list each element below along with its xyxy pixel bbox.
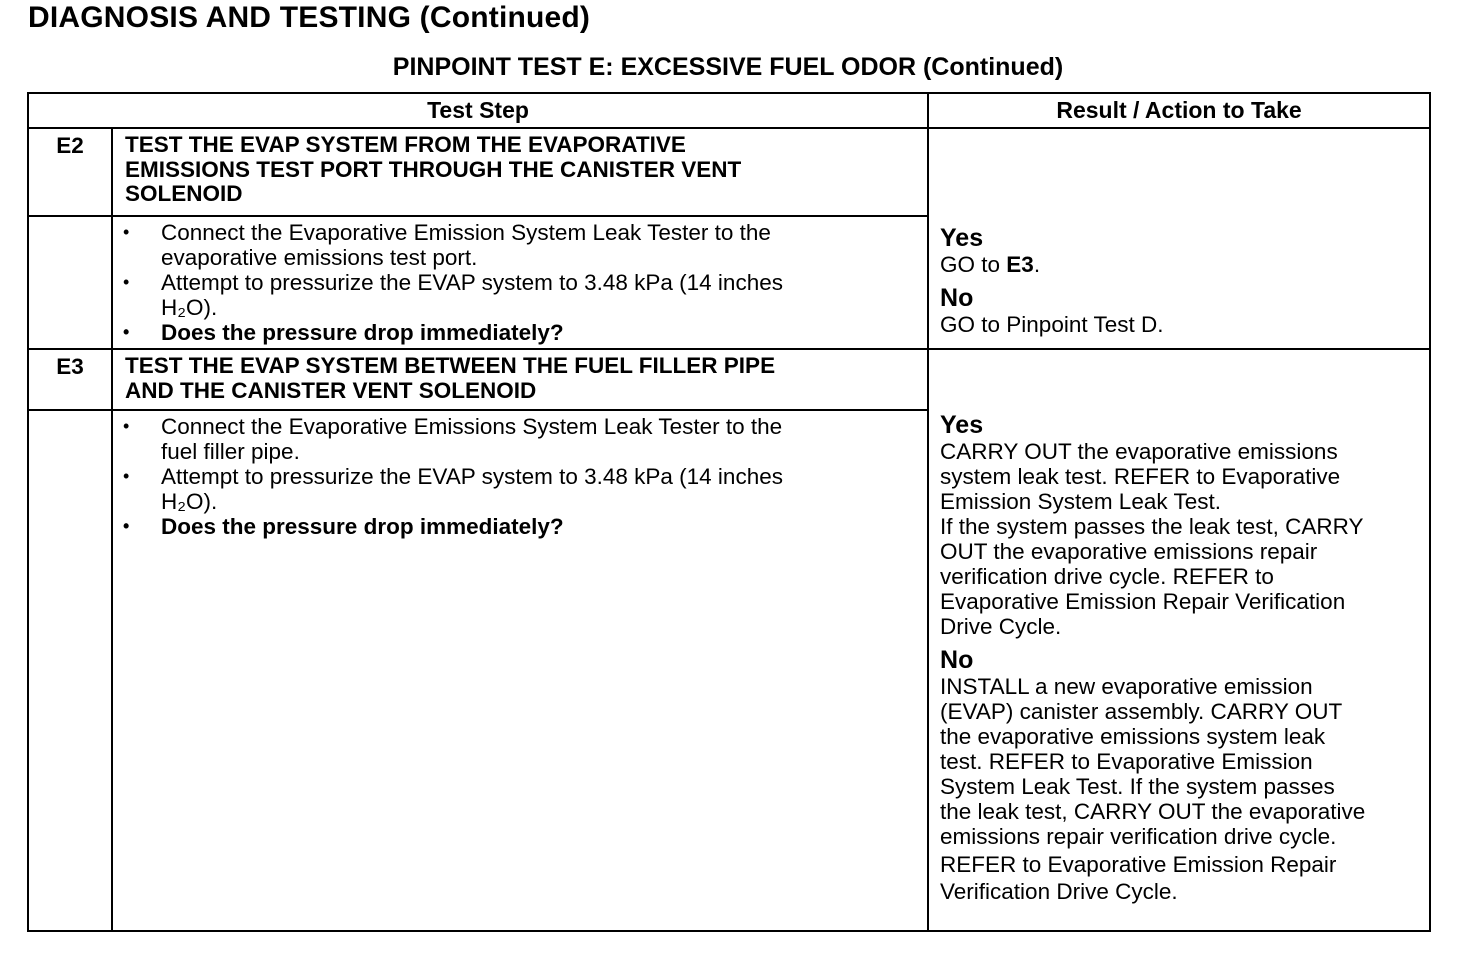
yes-label-e2: Yes [940, 224, 984, 252]
no-action-e2: GO to Pinpoint Test D. [940, 312, 1164, 337]
action-line: CARRY OUT the evaporative emissions [940, 439, 1338, 464]
step-instructions-e3 [113, 411, 927, 541]
yes-action-suffix: . [1033, 252, 1041, 277]
step-body-e3 [112, 410, 928, 931]
bullet-icon: • [123, 272, 130, 292]
pinpoint-test-table [27, 92, 1431, 932]
action-line: Drive Cycle. [940, 614, 1062, 639]
step-id-e3: E3 [28, 349, 112, 410]
instruction-item [123, 414, 917, 464]
question-text: Does the pressure drop immediately? [161, 514, 564, 539]
action-line: Evaporative Emission Repair Verification [940, 589, 1346, 614]
instruction-line: Attempt to pressurize the EVAP system to 3.48 kPa (14 inches [161, 270, 783, 295]
action-line: System Leak Test. If the system passes [940, 774, 1335, 799]
question-text: Does the pressure drop immediately? [161, 320, 564, 345]
step-id-e2: E2 [28, 128, 112, 216]
no-action-e3 [940, 674, 1425, 904]
instruction-line: Attempt to pressurize the EVAP system to 3.48 kPa (14 inches [161, 464, 783, 489]
action-line: Emission System Leak Test. [940, 489, 1221, 514]
result-cell-e2 [928, 128, 1430, 349]
instruction-line: H₂O). [161, 295, 218, 320]
action-line: If the system passes the leak test, CARRY [940, 514, 1364, 539]
step-title-row-e3 [28, 349, 1430, 410]
step-title-line: AND THE CANISTER VENT SOLENOID [125, 377, 537, 403]
step-id-spacer [28, 410, 112, 931]
column-header-test-step: Test Step [28, 93, 928, 128]
step-body-e2 [112, 216, 928, 349]
action-line: Verification Drive Cycle. [940, 879, 1178, 904]
instruction-question [123, 514, 917, 539]
no-label-e3: No [940, 646, 974, 674]
instruction-line: Connect the Evaporative Emission System Leak Tester to the [161, 220, 771, 245]
bullet-icon: • [123, 222, 130, 242]
action-line: REFER to Evaporative Emission Repair [940, 852, 1337, 877]
instruction-line: Connect the Evaporative Emissions System Leak Tester to the [161, 414, 783, 439]
step-title-line: EMISSIONS TEST PORT THROUGH THE CANISTER VENT [125, 156, 742, 182]
step-title-e2 [112, 128, 928, 216]
yes-action-e2 [940, 252, 1425, 277]
instruction-line: H₂O). [161, 489, 218, 514]
instruction-question [123, 320, 917, 345]
action-line: system leak test. REFER to Evaporative [940, 464, 1341, 489]
step-title-line: SOLENOID [125, 181, 243, 206]
action-line: OUT the evaporative emissions repair [940, 539, 1318, 564]
step-title-line: TEST THE EVAP SYSTEM FROM THE EVAPORATIVE [125, 132, 686, 157]
yes-action-prefix: GO to [940, 252, 1007, 277]
column-header-result: Result / Action to Take [928, 93, 1430, 128]
step-instructions-e2 [113, 217, 927, 347]
bullet-icon: • [123, 516, 130, 536]
instruction-line: fuel filler pipe. [161, 439, 300, 464]
yes-label-e3: Yes [940, 411, 984, 439]
step-title-row-e2 [28, 128, 1430, 216]
table-header-row [28, 93, 1430, 128]
action-line: test. REFER to Evaporative Emission [940, 749, 1313, 774]
action-line: the evaporative emissions system leak [940, 724, 1326, 749]
instruction-line: evaporative emissions test port. [161, 245, 478, 270]
step-title-line: TEST THE EVAP SYSTEM BETWEEN THE FUEL FILLER PIPE [125, 353, 776, 378]
instruction-item [123, 464, 917, 514]
instruction-item [123, 270, 917, 320]
bullet-icon: • [123, 322, 130, 342]
action-line: (EVAP) canister assembly. CARRY OUT [940, 699, 1343, 724]
no-label-e2: No [940, 284, 974, 312]
action-line: verification drive cycle. REFER to [940, 564, 1274, 589]
action-line: the leak test, CARRY OUT the evaporative [940, 799, 1366, 824]
page-heading: DIAGNOSIS AND TESTING (Continued) [28, 1, 591, 34]
bullet-icon: • [123, 416, 130, 436]
table-title: PINPOINT TEST E: EXCESSIVE FUEL ODOR (Continued) [392, 53, 1064, 81]
action-line: INSTALL a new evaporative emission [940, 674, 1313, 699]
instruction-item [123, 220, 917, 270]
yes-action-step-ref: E3 [1006, 252, 1034, 277]
yes-action-e3 [940, 439, 1425, 639]
result-cell-e3 [928, 349, 1430, 931]
bullet-icon: • [123, 466, 130, 486]
action-line: emissions repair verification drive cycle. [940, 824, 1337, 849]
step-id-spacer [28, 216, 112, 349]
step-title-e3 [112, 349, 928, 410]
